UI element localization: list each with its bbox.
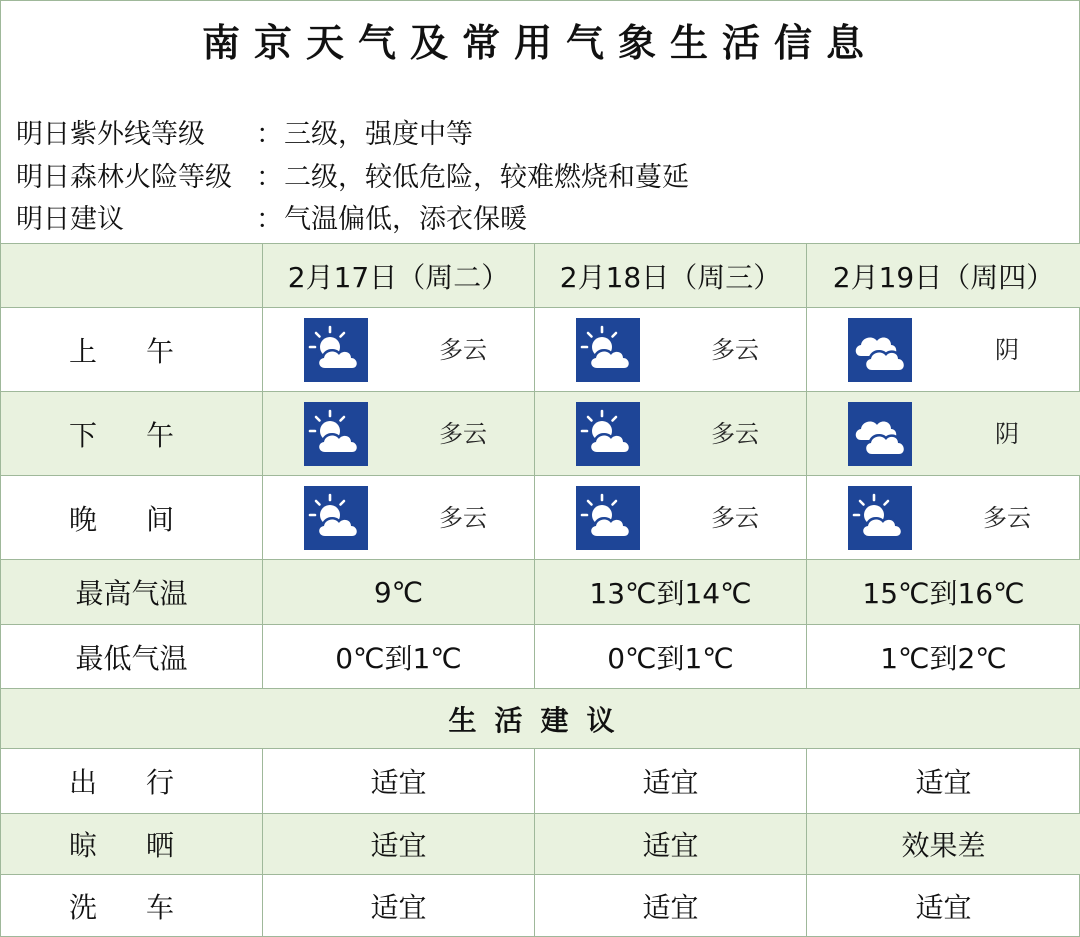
page-title: 南京天气及常用气象生活信息 xyxy=(201,21,878,65)
info-label: 明日森林火险等级 xyxy=(16,162,232,193)
info-row-uv xyxy=(16,112,916,150)
day-header: 2月17日（周二） xyxy=(263,244,535,308)
partly-cloudy-icon xyxy=(576,318,640,382)
cloudy-icon xyxy=(848,318,912,382)
weather-cell xyxy=(807,476,1080,560)
day-header: 2月19日（周四） xyxy=(807,244,1080,308)
partly-cloudy-icon xyxy=(576,402,640,466)
temp-cell: 9℃ xyxy=(263,560,535,625)
info-value: 气温偏低，添衣保暖 xyxy=(284,204,527,235)
weather-table xyxy=(0,243,1080,937)
weather-cell xyxy=(263,392,535,476)
info-row-advice xyxy=(16,197,916,235)
advice-cell: 适宜 xyxy=(263,814,535,875)
partly-cloudy-icon xyxy=(304,486,368,550)
life-section-header-row xyxy=(1,689,1080,749)
partly-cloudy-icon xyxy=(304,402,368,466)
day-header: 2月18日（周三） xyxy=(535,244,807,308)
row-label: 洗 车 xyxy=(1,875,263,937)
info-label: 明日建议 xyxy=(16,204,124,235)
weather-text: 阴 xyxy=(995,335,1019,364)
table-row-carwash xyxy=(1,875,1080,937)
weather-cell xyxy=(807,392,1080,476)
table-row-min-temp xyxy=(1,625,1080,689)
weather-cell xyxy=(263,308,535,392)
table-row-max-temp xyxy=(1,560,1080,625)
weather-cell xyxy=(263,476,535,560)
table-row-evening xyxy=(1,476,1080,560)
info-separator: ： xyxy=(256,119,283,150)
advice-cell: 效果差 xyxy=(807,814,1080,875)
info-separator: ： xyxy=(256,204,283,235)
advice-cell: 适宜 xyxy=(535,814,807,875)
life-section-title: 生活建议 xyxy=(1,689,1080,749)
weather-text: 多云 xyxy=(439,335,487,364)
cloudy-icon xyxy=(848,402,912,466)
temp-cell: 13℃到14℃ xyxy=(535,560,807,625)
advice-cell: 适宜 xyxy=(535,875,807,937)
info-row-fire xyxy=(16,155,916,193)
table-row-morning xyxy=(1,308,1080,392)
weather-text: 多云 xyxy=(711,335,759,364)
weather-cell xyxy=(807,308,1080,392)
row-label: 下 午 xyxy=(1,392,263,476)
partly-cloudy-icon xyxy=(304,318,368,382)
advice-cell: 适宜 xyxy=(263,875,535,937)
advice-cell: 适宜 xyxy=(535,749,807,814)
partly-cloudy-icon xyxy=(848,486,912,550)
row-label: 晚 间 xyxy=(1,476,263,560)
weather-text: 多云 xyxy=(711,503,759,532)
temp-cell: 0℃到1℃ xyxy=(263,625,535,689)
table-row-afternoon xyxy=(1,392,1080,476)
row-label: 最低气温 xyxy=(1,625,263,689)
weather-text: 多云 xyxy=(439,503,487,532)
advice-cell: 适宜 xyxy=(807,749,1080,814)
temp-cell: 1℃到2℃ xyxy=(807,625,1080,689)
row-label: 上 午 xyxy=(1,308,263,392)
row-label: 晾 晒 xyxy=(1,814,263,875)
table-row-drying xyxy=(1,814,1080,875)
info-value: 三级，强度中等 xyxy=(284,119,473,150)
partly-cloudy-icon xyxy=(576,486,640,550)
advice-cell: 适宜 xyxy=(807,875,1080,937)
row-label: 出 行 xyxy=(1,749,263,814)
weather-text: 阴 xyxy=(995,419,1019,448)
weather-text: 多云 xyxy=(439,419,487,448)
header-empty-cell xyxy=(1,244,263,308)
row-label: 最高气温 xyxy=(1,560,263,625)
info-value: 二级，较低危险，较难燃烧和蔓延 xyxy=(284,162,689,193)
info-separator: ： xyxy=(256,162,283,193)
weather-cell xyxy=(535,392,807,476)
temp-cell: 15℃到16℃ xyxy=(807,560,1080,625)
table-header-row xyxy=(1,244,1080,308)
weather-text: 多云 xyxy=(711,419,759,448)
advice-cell: 适宜 xyxy=(263,749,535,814)
info-label: 明日紫外线等级 xyxy=(16,119,205,150)
table-row-travel xyxy=(1,749,1080,814)
temp-cell: 0℃到1℃ xyxy=(535,625,807,689)
weather-cell xyxy=(535,476,807,560)
weather-text: 多云 xyxy=(983,503,1031,532)
weather-cell xyxy=(535,308,807,392)
